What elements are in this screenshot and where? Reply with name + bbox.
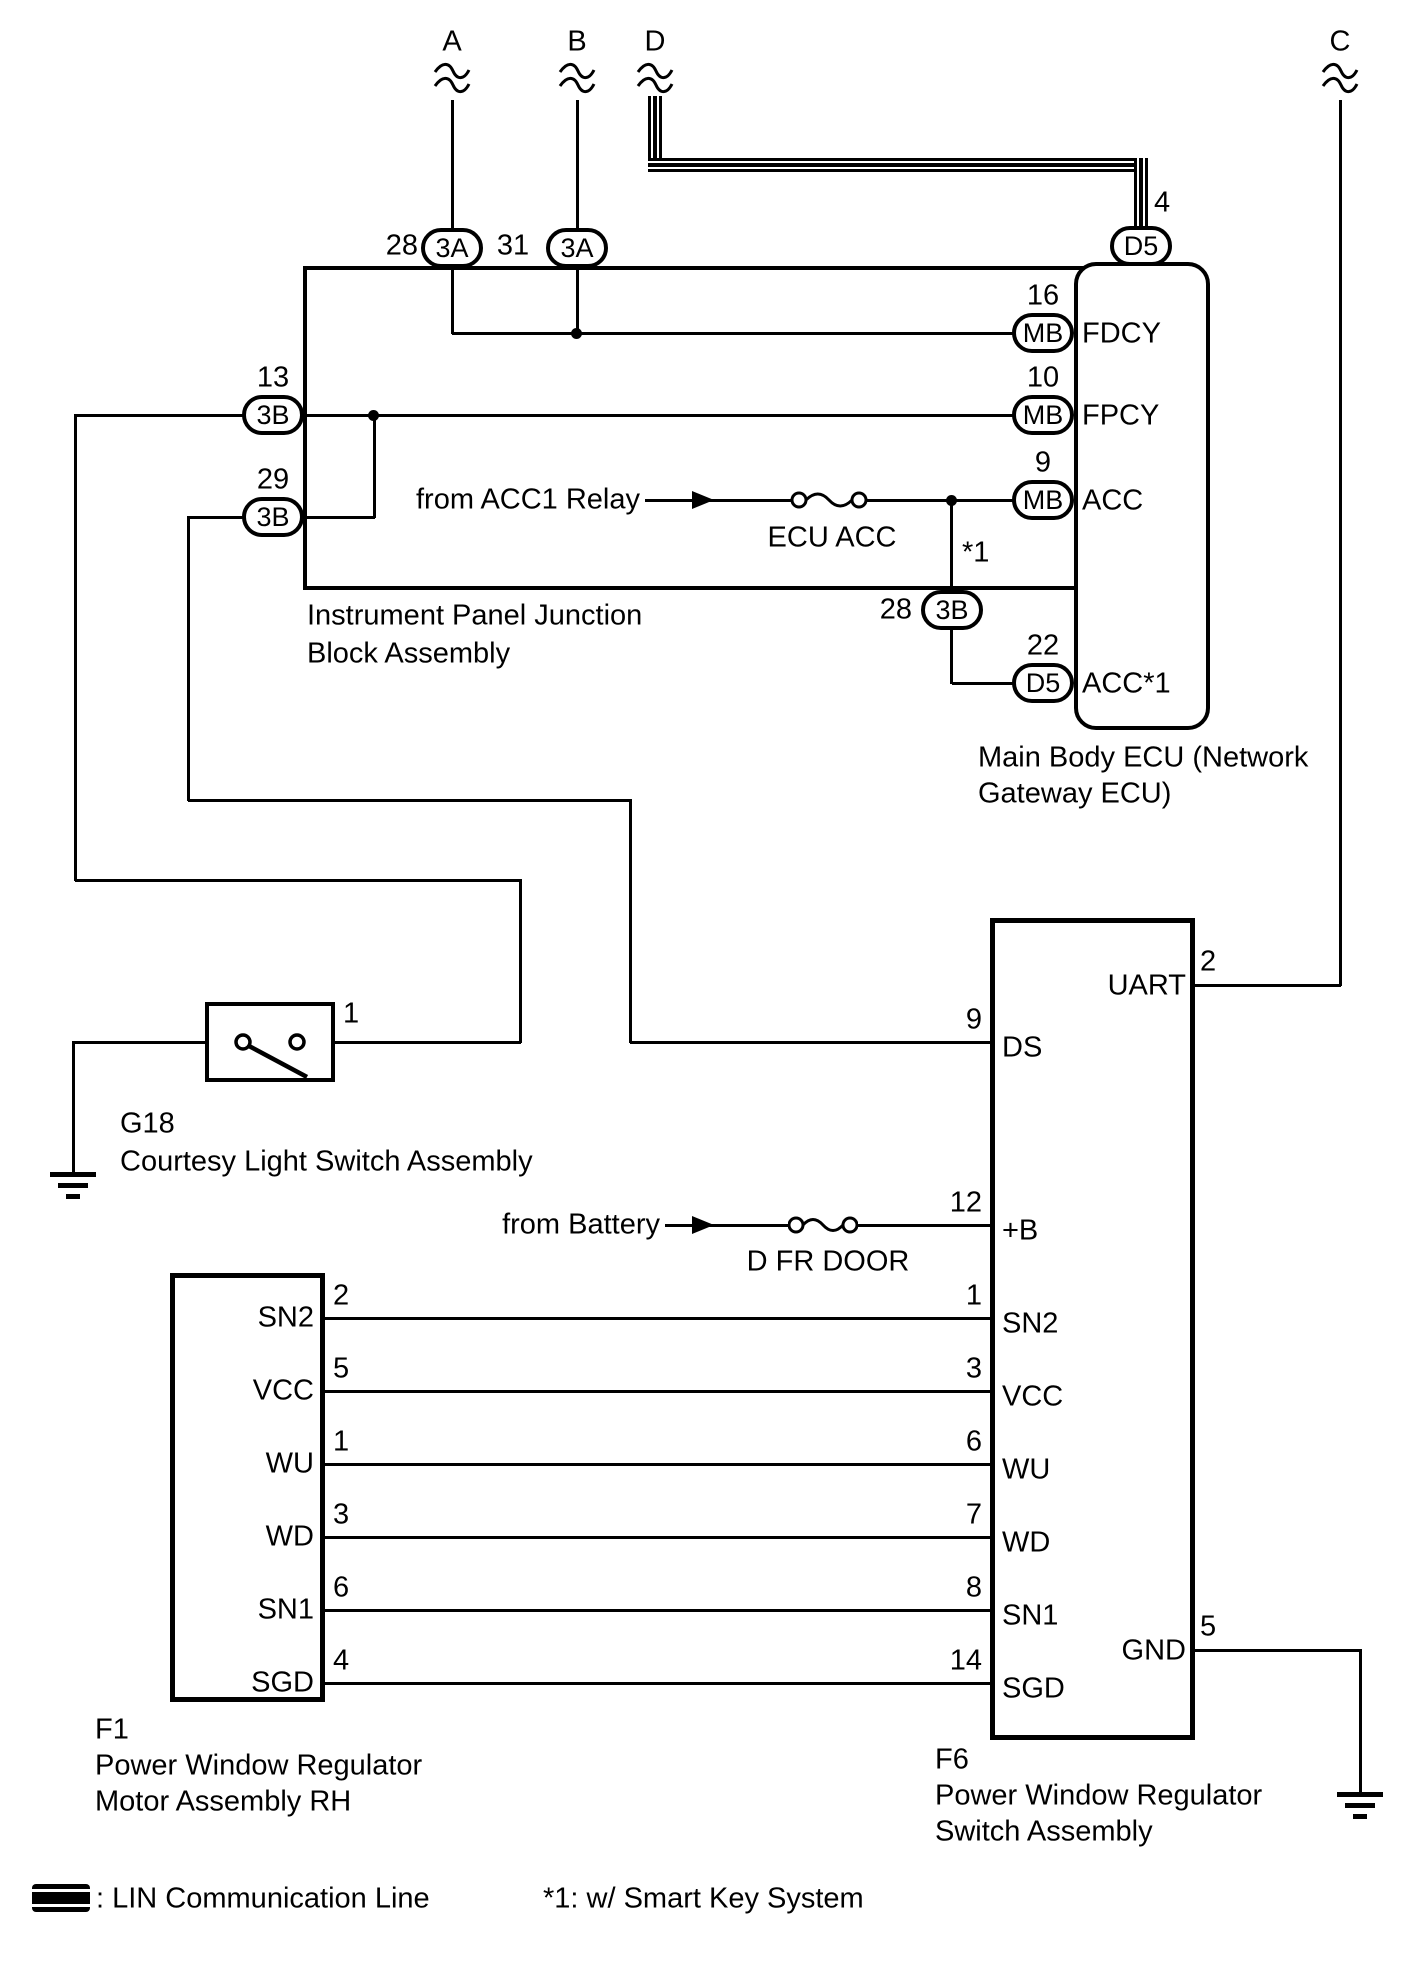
wire <box>1359 1649 1362 1792</box>
pin-number: 13 <box>256 361 290 394</box>
ground-icon <box>1334 1790 1386 1822</box>
pin-number: 8 <box>965 1571 982 1604</box>
pin-number: 3 <box>965 1352 982 1385</box>
pin-number: 5 <box>333 1352 350 1385</box>
connector-c-label: C <box>1329 25 1351 58</box>
wire <box>519 879 522 1043</box>
pin-number: 9 <box>965 1003 982 1036</box>
pin-name: WU <box>1002 1453 1051 1486</box>
pin-name: SN2 <box>257 1301 314 1334</box>
pin-number: 1 <box>343 997 360 1030</box>
pin-name: VCC <box>1002 1380 1064 1413</box>
pin-name: SN1 <box>1002 1599 1059 1632</box>
connector-oval-mb: MB <box>1012 395 1074 435</box>
pin-name: GND <box>1121 1634 1186 1667</box>
legend-smart-key-label: *1: w/ Smart Key System <box>543 1882 864 1915</box>
fuse-label: D FR DOOR <box>746 1245 910 1278</box>
arrow-icon <box>692 1216 714 1234</box>
junction-dot <box>571 328 582 339</box>
connector-oval-d5: D5 <box>1012 663 1074 703</box>
wire <box>325 1390 990 1393</box>
break-c-icon <box>1320 60 1360 100</box>
pin-number: 16 <box>1026 279 1060 312</box>
pin-name: +B <box>1002 1214 1039 1247</box>
pin-number: 1 <box>965 1279 982 1312</box>
pin-name: SGD <box>251 1666 314 1699</box>
connector-oval-3a: 3A <box>546 228 608 268</box>
battery-feed-label: from Battery <box>502 1208 660 1241</box>
junction-dot <box>946 495 957 506</box>
lin-line <box>648 158 1148 172</box>
break-d-icon <box>635 60 675 100</box>
break-b-icon <box>557 60 597 100</box>
pin-number: 3 <box>333 1498 350 1531</box>
wire <box>856 1224 990 1227</box>
pin-name: WD <box>1002 1526 1051 1559</box>
wire <box>1195 984 1341 987</box>
pin-number: 6 <box>333 1571 350 1604</box>
pin-number: 5 <box>1200 1610 1217 1643</box>
wire <box>335 1041 521 1044</box>
ecu-caption: Gateway ECU) <box>978 777 1172 810</box>
pin-number: 1 <box>333 1425 350 1458</box>
pin-number: 2 <box>1200 945 1217 978</box>
wire <box>1195 1649 1361 1652</box>
pin-number: 28 <box>385 229 418 262</box>
connector-oval-3b: 3B <box>242 395 304 435</box>
pin-name: UART <box>1107 969 1186 1002</box>
fuse-icon <box>788 1211 858 1239</box>
pin-number: 14 <box>949 1644 982 1677</box>
ecu-caption: Main Body ECU (Network <box>978 741 1309 774</box>
legend-lin-label: : LIN Communication Line <box>96 1882 430 1915</box>
connector-b-label: B <box>567 25 587 58</box>
fuse-label: ECU ACC <box>767 521 897 554</box>
pin-name: VCC <box>252 1374 314 1407</box>
wire <box>325 1536 990 1539</box>
pin-name: WU <box>265 1447 314 1480</box>
wire <box>630 1041 990 1044</box>
pin-number: 28 <box>879 593 912 626</box>
switch-icon <box>205 1002 335 1082</box>
pin-name: SGD <box>1002 1672 1065 1705</box>
wire <box>629 799 632 1043</box>
pin-number: 4 <box>333 1644 350 1677</box>
pin-name: WD <box>265 1520 314 1553</box>
wire <box>950 629 953 684</box>
wire <box>952 682 1014 685</box>
break-a-icon <box>432 60 472 100</box>
pin-number: 31 <box>496 229 530 262</box>
pin-number: 6 <box>965 1425 982 1458</box>
pin-number: 12 <box>949 1186 982 1219</box>
pin-number: 9 <box>1034 446 1052 479</box>
pin-number: 7 <box>965 1498 982 1531</box>
wire <box>325 1317 990 1320</box>
ground-icon <box>47 1170 99 1202</box>
arrow-icon <box>692 491 714 509</box>
junction-block-caption: Instrument Panel Junction <box>307 599 643 632</box>
wire <box>576 100 579 230</box>
junction-dot <box>368 410 379 421</box>
pin-name: ACC*1 <box>1082 667 1171 700</box>
smart-key-note: *1 <box>962 536 990 569</box>
f1-box <box>170 1273 325 1702</box>
legend-lin-swatch <box>32 1884 90 1912</box>
pin-name: FPCY <box>1082 399 1160 432</box>
wire <box>73 1041 205 1044</box>
pin-number: 29 <box>256 463 290 496</box>
wire <box>187 516 190 801</box>
connector-oval-3b: 3B <box>242 497 304 537</box>
wire <box>325 1609 990 1612</box>
fuse-icon <box>790 486 868 514</box>
pin-number: 4 <box>1154 186 1171 219</box>
pin-number: 10 <box>1026 361 1060 394</box>
acc-feed-label: from ACC1 Relay <box>415 483 640 516</box>
f1-caption: Power Window Regulator <box>95 1749 423 1782</box>
wire <box>74 414 77 881</box>
pin-name: FDCY <box>1082 317 1161 350</box>
pin-number: 2 <box>333 1279 350 1312</box>
f1-caption: Motor Assembly RH <box>95 1785 352 1818</box>
f6-caption: Power Window Regulator <box>935 1779 1263 1812</box>
g18-id: G18 <box>120 1107 175 1140</box>
connector-oval-mb: MB <box>1012 313 1074 353</box>
f6-id: F6 <box>935 1743 969 1776</box>
wire <box>75 879 521 882</box>
f1-id: F1 <box>95 1713 129 1746</box>
pin-number: 22 <box>1026 629 1060 662</box>
wire <box>72 1041 75 1172</box>
connector-oval-d5: D5 <box>1110 226 1172 266</box>
connector-oval-3a: 3A <box>421 228 483 268</box>
wire <box>325 1463 990 1466</box>
connector-d-label: D <box>644 25 666 58</box>
pin-name: SN2 <box>1002 1307 1059 1340</box>
connector-oval-3b: 3B <box>921 590 983 630</box>
wire <box>451 100 454 230</box>
connector-oval-mb: MB <box>1012 480 1074 520</box>
pin-name: DS <box>1002 1031 1043 1064</box>
lin-line <box>1134 158 1148 232</box>
pin-name: SN1 <box>257 1593 314 1626</box>
wire <box>325 1682 990 1685</box>
wire <box>188 799 631 802</box>
connector-a-label: A <box>442 25 462 58</box>
pin-name: ACC <box>1082 484 1144 517</box>
g18-caption: Courtesy Light Switch Assembly <box>120 1145 533 1178</box>
junction-block-caption: Block Assembly <box>307 637 511 670</box>
f6-caption: Switch Assembly <box>935 1815 1153 1848</box>
wire <box>665 1224 793 1227</box>
wire <box>1339 100 1342 986</box>
wire <box>188 516 244 519</box>
